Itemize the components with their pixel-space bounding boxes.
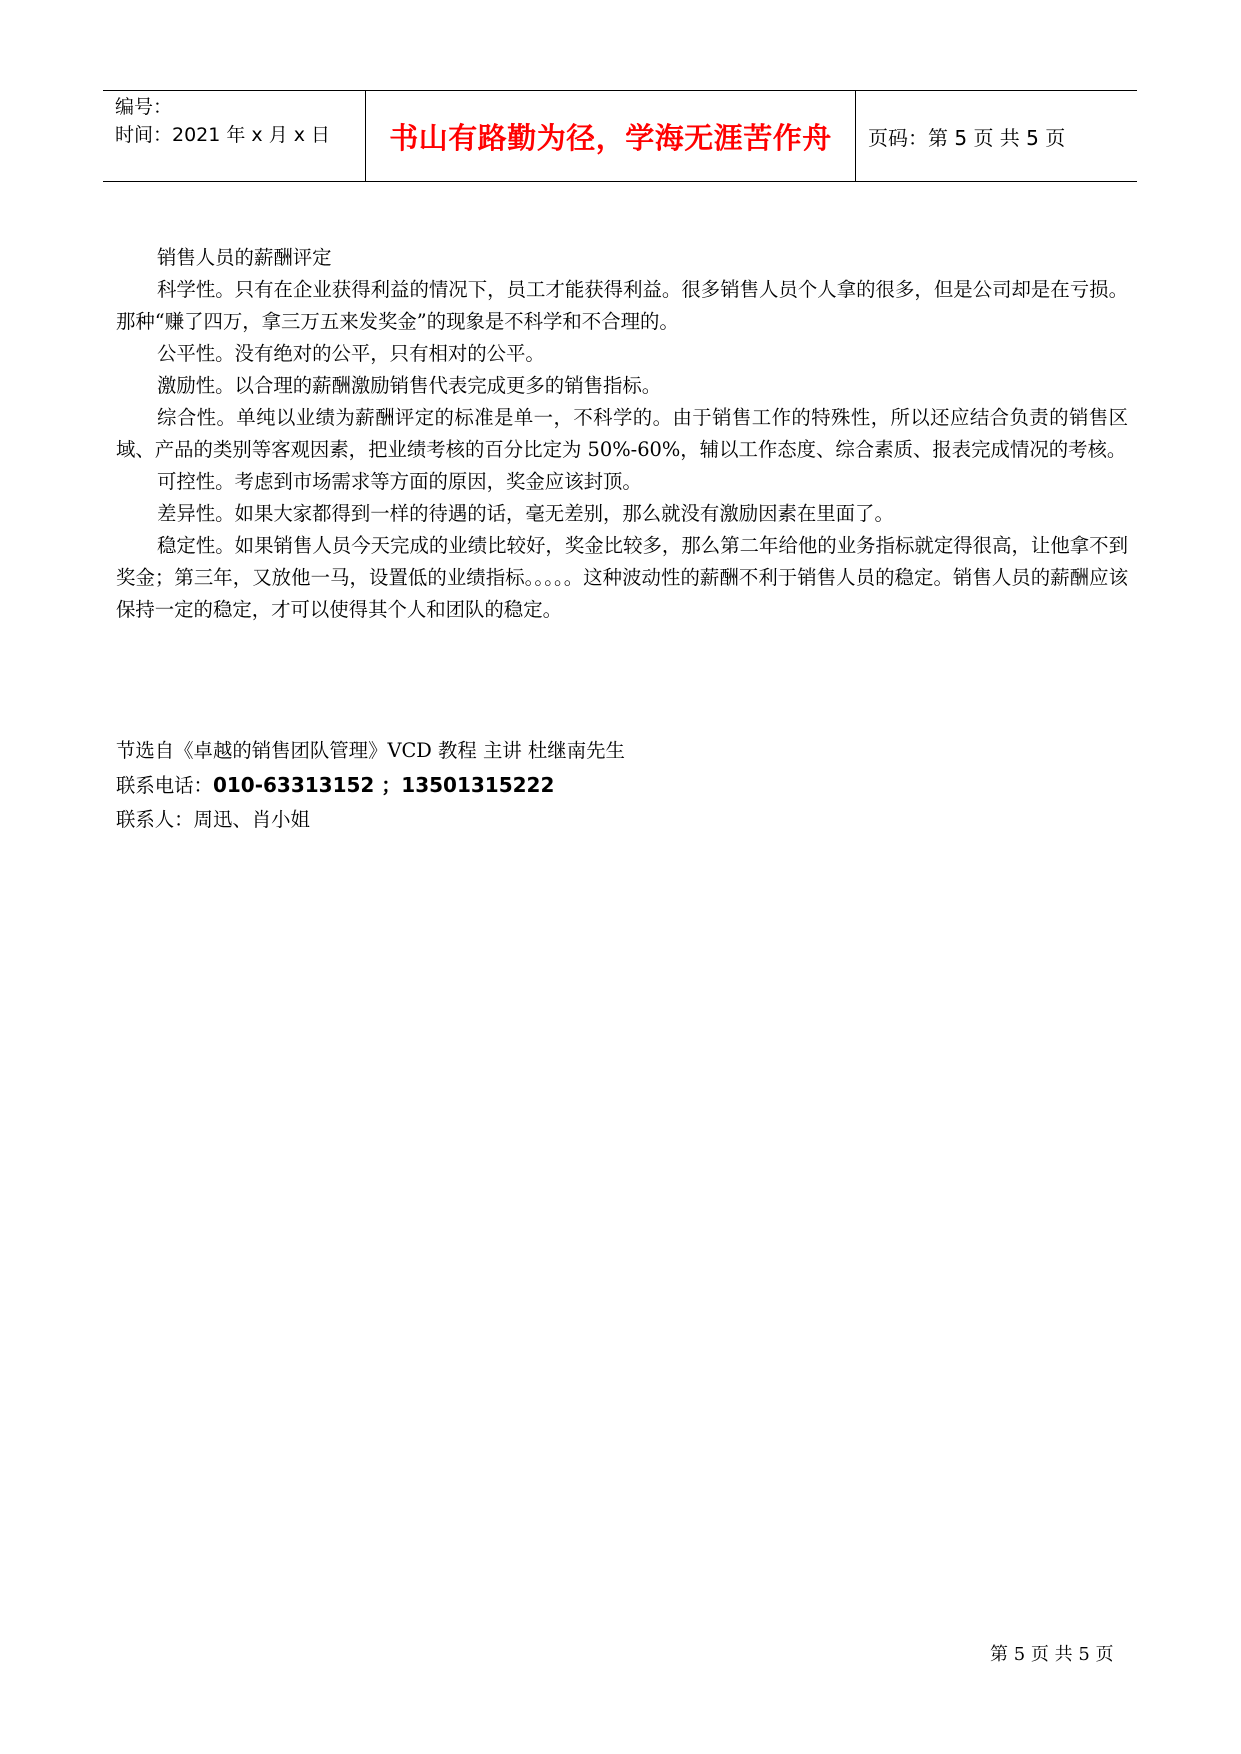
paragraph-incentive: 激励性。以合理的薪酬激励销售代表完成更多的销售指标。 [157,374,662,397]
phone-numbers: 010-63313152 ；13501315222 [212,773,555,797]
page-number-footer: 第 5 页 共 5 页 [990,1644,1114,1665]
document-number-label: 编号： [115,96,173,118]
paragraph-fairness: 公平性。没有绝对的公平，只有相对的公平。 [157,342,545,365]
source-info [116,734,1016,837]
header-motto: 书山有路勤为径，学海无涯苦作舟 [366,91,856,181]
paragraph-stability: 稳定性。如果销售人员今天完成的业绩比较好，奖金比较多，那么第二年给他的业务指标就定得很高，让他拿不到奖金；第三年，又放他一马，设置低的业绩指标。。。。。这种波动性的薪酬不利于销售人员的稳定。销售人员的薪酬应该保持一定的稳定，才可以使得其个人和团队的稳定。 [116,534,1128,621]
header-page-label: 页码：第 5 页 共 5 页 [868,125,1066,150]
contact-person: 联系人：周迅、肖小姐 [116,808,310,831]
paragraph-scientific: 科学性。只有在企业获得利益的情况下，员工才能获得利益。很多销售人员个人拿的很多，但是公司却是在亏损。那种“赚了四万，拿三万五来发奖金”的现象是不科学和不合理的。 [116,278,1128,333]
paragraph-comprehensive: 综合性。单纯以业绩为薪酬评定的标准是单一，不科学的。由于销售工作的特殊性，所以还应结合负责的销售区域、产品的类别等客观因素，把业绩考核的百分比定为 50%-60%，辅以工作态度、综合素质、报表完成情况的考核。 [116,406,1128,461]
document-time-label: 时间：2021 年 x 月 x 日 [115,124,331,146]
contact-phone-line [116,768,1016,803]
header-meta [103,91,366,181]
document-body [116,242,1128,626]
phone-label: 联系电话： [116,774,213,797]
document-header [103,90,1137,182]
source-excerpt: 节选自《卓越的销售团队管理》VCD 教程 主讲 杜继南先生 [116,739,625,762]
paragraph-controllable: 可控性。考虑到市场需求等方面的原因，奖金应该封顶。 [157,470,642,493]
section-title: 销售人员的薪酬评定 [157,246,332,269]
paragraph-differentiation: 差异性。如果大家都得到一样的待遇的话，毫无差别，那么就没有激励因素在里面了。 [157,502,894,525]
